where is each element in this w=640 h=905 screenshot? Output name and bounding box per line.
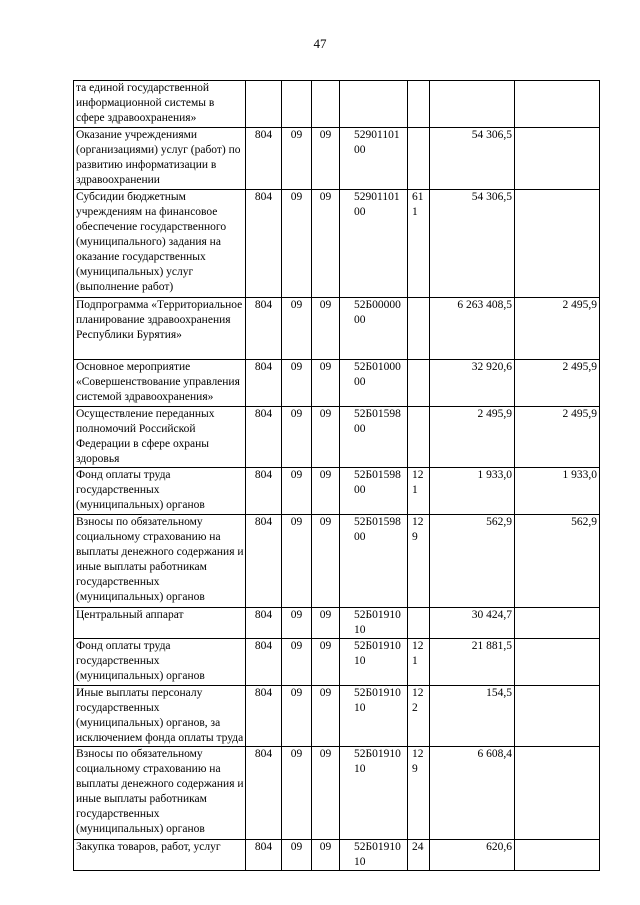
- row-subsection: 09: [312, 360, 340, 407]
- row-delegated-amount: [515, 608, 600, 639]
- row-amount: 6 608,4: [430, 747, 515, 840]
- row-expense-kind: 121: [408, 639, 430, 686]
- row-section: 09: [282, 360, 312, 407]
- row-subsection: 09: [312, 747, 340, 840]
- table-row: [74, 360, 600, 407]
- row-code: 804: [246, 686, 282, 747]
- row-amount: 620,6: [430, 840, 515, 871]
- row-article: 5290110100: [340, 128, 408, 190]
- row-expense-kind: [408, 360, 430, 407]
- row-amount: 6 263 408,5: [430, 298, 515, 360]
- row-delegated-amount: [515, 840, 600, 871]
- row-section: 09: [282, 128, 312, 190]
- row-article: 52Б0191010: [340, 639, 408, 686]
- row-delegated-amount: [515, 128, 600, 190]
- table-row: [74, 840, 600, 871]
- row-delegated-amount: [515, 686, 600, 747]
- row-article: 52Б0191010: [340, 840, 408, 871]
- row-delegated-amount: [515, 747, 600, 840]
- row-subsection: 09: [312, 468, 340, 515]
- row-code: 804: [246, 468, 282, 515]
- row-subsection: [312, 81, 340, 128]
- row-subsection: 09: [312, 407, 340, 468]
- row-article: 52Б0159800: [340, 468, 408, 515]
- row-expense-kind: 122: [408, 686, 430, 747]
- row-subsection: 09: [312, 686, 340, 747]
- row-amount: 21 881,5: [430, 639, 515, 686]
- row-code: 804: [246, 608, 282, 639]
- row-name: Основное мероприятие «Совершенствование управления системой здравоохранения»: [74, 360, 246, 407]
- row-subsection: 09: [312, 128, 340, 190]
- row-delegated-amount: 2 495,9: [515, 407, 600, 468]
- row-name: Взносы по обязательному социальному страхованию на выплаты денежного содержания и иные выплаты работникам государственных (муниципальных) органов: [74, 515, 246, 608]
- table-row: [74, 747, 600, 840]
- row-section: 09: [282, 686, 312, 747]
- row-article: 5290110100: [340, 190, 408, 298]
- row-article: 52Б0191010: [340, 686, 408, 747]
- row-delegated-amount: 2 495,9: [515, 360, 600, 407]
- row-delegated-amount: [515, 81, 600, 128]
- row-code: 804: [246, 128, 282, 190]
- row-amount: 562,9: [430, 515, 515, 608]
- row-delegated-amount: 562,9: [515, 515, 600, 608]
- row-amount: [430, 81, 515, 128]
- row-section: 09: [282, 840, 312, 871]
- row-subsection: 09: [312, 840, 340, 871]
- row-code: 804: [246, 407, 282, 468]
- row-name: Центральный аппарат: [74, 608, 246, 639]
- row-expense-kind: [408, 298, 430, 360]
- table-row: [74, 608, 600, 639]
- row-name: Фонд оплаты труда государственных (муниципальных) органов: [74, 468, 246, 515]
- row-code: 804: [246, 298, 282, 360]
- row-article: 52Б0100000: [340, 360, 408, 407]
- row-name: Закупка товаров, работ, услуг: [74, 840, 246, 871]
- row-article: 52Б0191010: [340, 747, 408, 840]
- row-expense-kind: 24: [408, 840, 430, 871]
- row-name: та единой государственной информационной системы в сфере здравоохранения»: [74, 81, 246, 128]
- row-amount: 54 306,5: [430, 190, 515, 298]
- row-section: 09: [282, 515, 312, 608]
- row-delegated-amount: [515, 639, 600, 686]
- table-row: [74, 515, 600, 608]
- row-expense-kind: [408, 407, 430, 468]
- row-delegated-amount: 2 495,9: [515, 298, 600, 360]
- table-row: [74, 190, 600, 298]
- row-section: 09: [282, 608, 312, 639]
- row-subsection: 09: [312, 515, 340, 608]
- row-code: 804: [246, 840, 282, 871]
- row-subsection: 09: [312, 298, 340, 360]
- budget-table: [73, 80, 600, 871]
- row-code: [246, 81, 282, 128]
- row-amount: 54 306,5: [430, 128, 515, 190]
- row-name: Взносы по обязательному социальному страхованию на выплаты денежного содержания и иные выплаты работникам государственных (муниципальных) органов: [74, 747, 246, 840]
- row-name: Фонд оплаты труда государственных (муниципальных) органов: [74, 639, 246, 686]
- row-code: 804: [246, 515, 282, 608]
- row-code: 804: [246, 747, 282, 840]
- table-row: [74, 298, 600, 360]
- row-expense-kind: 611: [408, 190, 430, 298]
- row-name: Осуществление переданных полномочий Российской Федерации в сфере охраны здоровья: [74, 407, 246, 468]
- table-row: [74, 686, 600, 747]
- row-article: 52Б0159800: [340, 407, 408, 468]
- row-article: 52Б0191010: [340, 608, 408, 639]
- table-row: [74, 407, 600, 468]
- row-section: 09: [282, 190, 312, 298]
- page-number: 47: [313, 36, 327, 51]
- row-name: Субсидии бюджетным учреждениям на финансовое обеспечение государственного (муниципального) задания на оказание государственных (муниципальных) услуг (выполнение работ): [74, 190, 246, 298]
- row-expense-kind: [408, 81, 430, 128]
- row-delegated-amount: 1 933,0: [515, 468, 600, 515]
- row-code: 804: [246, 190, 282, 298]
- row-article: [340, 81, 408, 128]
- row-section: [282, 81, 312, 128]
- row-expense-kind: [408, 128, 430, 190]
- row-section: 09: [282, 747, 312, 840]
- row-code: 804: [246, 639, 282, 686]
- table-row: [74, 128, 600, 190]
- row-delegated-amount: [515, 190, 600, 298]
- row-expense-kind: 121: [408, 468, 430, 515]
- row-subsection: 09: [312, 608, 340, 639]
- table-row: [74, 81, 600, 128]
- row-name: Иные выплаты персоналу государственных (муниципальных) органов, за исключением фонда оплаты труда: [74, 686, 246, 747]
- row-amount: 2 495,9: [430, 407, 515, 468]
- row-amount: 30 424,7: [430, 608, 515, 639]
- row-expense-kind: 129: [408, 747, 430, 840]
- row-article: 52Б0159800: [340, 515, 408, 608]
- row-amount: 32 920,6: [430, 360, 515, 407]
- row-expense-kind: [408, 608, 430, 639]
- row-code: 804: [246, 360, 282, 407]
- row-amount: 154,5: [430, 686, 515, 747]
- table-row: [74, 639, 600, 686]
- row-section: 09: [282, 468, 312, 515]
- row-subsection: 09: [312, 639, 340, 686]
- row-expense-kind: 129: [408, 515, 430, 608]
- row-name: Подпрограмма «Территориальное планирование здравоохранения Республики Бурятия»: [74, 298, 246, 360]
- row-section: 09: [282, 639, 312, 686]
- row-name: Оказание учреждениями (организациями) услуг (работ) по развитию информатизации в здравоохранении: [74, 128, 246, 190]
- row-amount: 1 933,0: [430, 468, 515, 515]
- row-subsection: 09: [312, 190, 340, 298]
- table-body: [74, 81, 600, 871]
- row-section: 09: [282, 407, 312, 468]
- row-section: 09: [282, 298, 312, 360]
- row-article: 52Б0000000: [340, 298, 408, 360]
- table-row: [74, 468, 600, 515]
